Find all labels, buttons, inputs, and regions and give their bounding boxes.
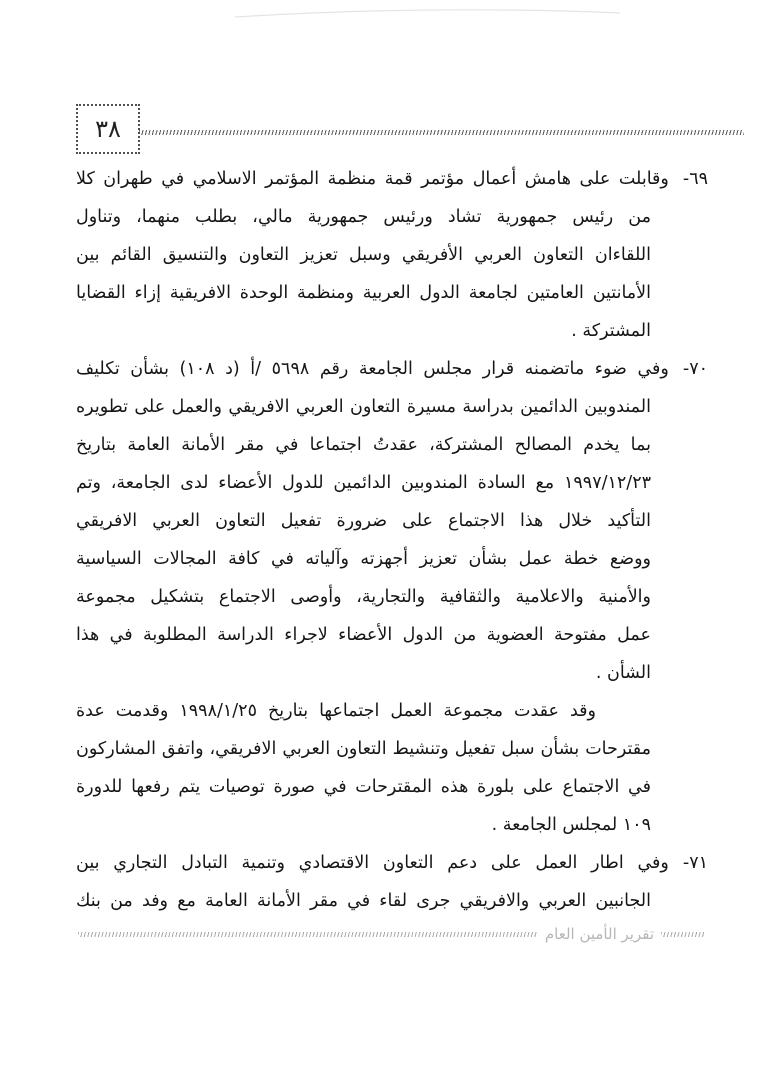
- text-line: الجانبين العربي والافريقي جرى لقاء في مقر الأمانة العامة مع وفد من بنك: [76, 891, 651, 911]
- document-body: [76, 160, 708, 920]
- text-line: [76, 844, 708, 882]
- scan-artifact-line: [0, 0, 758, 26]
- paragraph-number: ٧٠-: [682, 359, 708, 379]
- footer-rule-short: [661, 932, 705, 937]
- text-line: بما يخدم المصالح المشتركة، عقدتُ اجتماعا في مقر الأمانة العامة بتاريخ: [76, 435, 651, 455]
- text-line: عمل مفتوحة العضوية من الدول الأعضاء لاجراء الدراسة المطلوبة في هذا: [76, 625, 651, 645]
- page-number: ٣٨: [95, 115, 121, 143]
- text-line: اللقاءان التعاون العربي الأفريقي وسبل تعزيز التعاون والتنسيق القائم بين: [76, 245, 651, 265]
- text-line: المندوبين الدائمين بدراسة مسيرة التعاون العربي الافريقي والعمل على تطويره: [76, 397, 651, 417]
- page-number-box: [76, 104, 140, 154]
- header-rule: [139, 130, 744, 135]
- paragraph-number: ٧١-: [682, 853, 708, 873]
- text-line: التأكيد خلال هذا الاجتماع على ضرورة تفعيل التعاون العربي الافريقي: [76, 511, 651, 531]
- text-line: الأمانتين العامتين لجامعة الدول العربية ومنظمة الوحدة الافريقية إزاء القضايا: [76, 283, 651, 303]
- line-text: وفي ضوء ماتضمنه قرار مجلس الجامعة رقم ٥٦٩٨ /أ (د ١٠٨) بشأن تكليف: [76, 359, 669, 379]
- paragraph-number: ٦٩-: [682, 169, 708, 189]
- line-text: وفي اطار العمل على دعم التعاون الاقتصادي وتنمية التبادل التجاري بين: [76, 853, 669, 873]
- text-line: [76, 160, 708, 198]
- footer-title: تقرير الأمين العام: [544, 925, 654, 943]
- text-line: في الاجتماع على بلورة هذه المقترحات في صورة توصيات يتم رفعها للدورة: [76, 777, 651, 797]
- page-footer: [78, 925, 705, 943]
- text-line: ووضع خطة عمل بشأن تعزيز أجهزته وآلياته في كافة المجالات السياسية: [76, 549, 651, 569]
- line-text: وقابلت على هامش أعمال مؤتمر قمة منظمة المؤتمر الاسلامي في طهران كلا: [76, 169, 669, 189]
- text-line: ١٩٩٧/١٢/٢٣ مع السادة المندوبين الدائمين للدول الأعضاء لدى الجامعة، وتم: [76, 473, 651, 493]
- text-line: المشتركة .: [571, 321, 651, 341]
- text-line: من رئيس جمهورية تشاد ورئيس جمهورية مالي، بطلب منهما، وتناول: [76, 207, 651, 227]
- text-line: الشأن .: [595, 663, 651, 683]
- text-line: ١٠٩ لمجلس الجامعة .: [491, 815, 651, 835]
- text-line: [76, 350, 708, 388]
- text-line: مقترحات بشأن سبل تفعيل وتنشيط التعاون العربي الافريقي، واتفق المشاركون: [76, 739, 651, 759]
- footer-rule-long: [78, 932, 538, 937]
- text-line: والأمنية والاعلامية والثقافية والتجارية، وأوصى الاجتماع بتشكيل مجموعة: [76, 587, 651, 607]
- text-line: وقد عقدت مجموعة العمل اجتماعها بتاريخ ١٩٩٨/١/٢٥ وقدمت عدة: [76, 701, 596, 721]
